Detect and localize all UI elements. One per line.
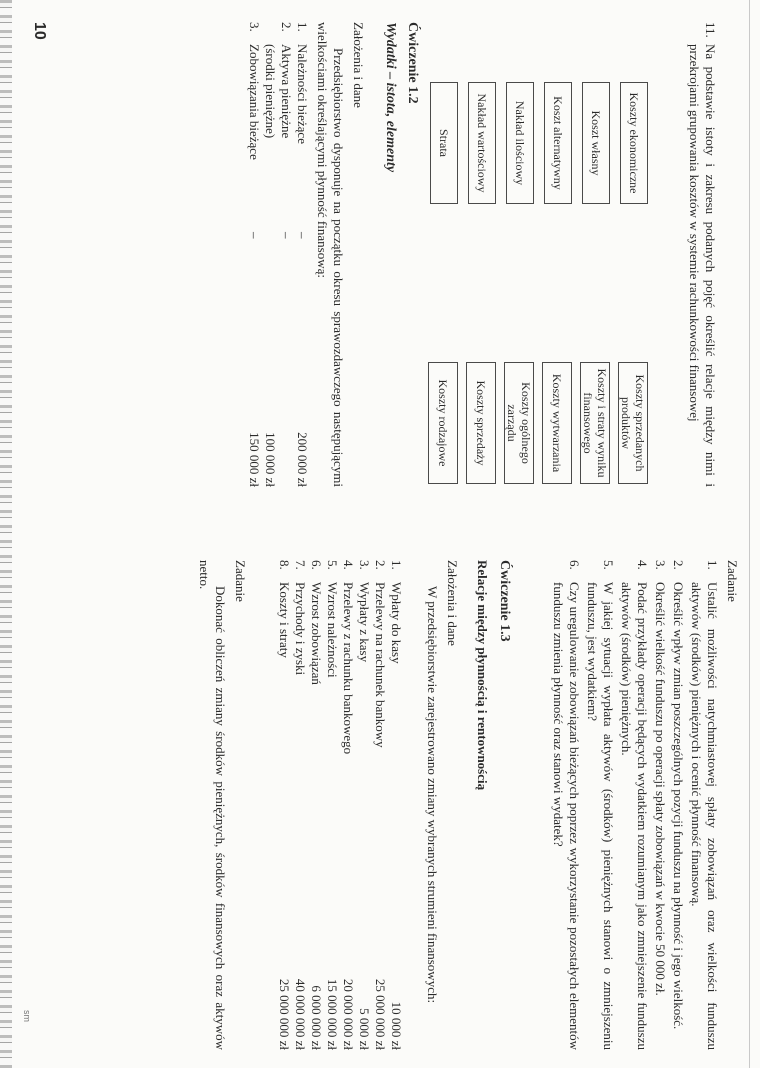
list-item — [388, 560, 404, 1050]
item-text: Podać przykłady operacji będących wydatkiem rozumianym jako zmniejszenie funduszu aktywów (środków) pieniężnych. — [619, 582, 650, 1050]
page-number: 10 — [31, 22, 48, 40]
zadanie-2-text: Dokonać obliczeń zmiany środków pieniężnych, środków finansowych oraz aktywów netto. — [197, 560, 228, 1050]
item-number: 1. — [705, 560, 720, 570]
item-label: Zobowiązania bieżące — [247, 44, 262, 160]
zadanie-list — [548, 560, 720, 1050]
item-number: 6. — [567, 560, 582, 570]
item-number: 5. — [601, 560, 616, 570]
item-value: 5 000 zł — [357, 1008, 372, 1050]
exercise-1-3-assumptions-label: Założenia i dane — [445, 560, 460, 646]
item-number: 7. — [293, 560, 308, 570]
item-label: Aktywa pieniężne — [279, 44, 294, 139]
task-11 — [686, 22, 718, 487]
cost-box-right: Koszty i straty wyniku finansowego — [580, 362, 610, 484]
item-value: 100 000 zł — [263, 432, 278, 487]
list-item — [618, 560, 650, 1050]
item-label: Przychody i zyski — [293, 582, 308, 676]
item-value: 200 000 zł — [295, 432, 310, 487]
task-11-number: 11. — [703, 22, 718, 38]
item-number: 1. — [389, 560, 404, 570]
cost-box-left: Koszt własny — [582, 82, 610, 204]
exercise-1-3-items — [276, 560, 404, 1050]
list-item — [550, 560, 582, 1050]
item-number: 2. — [671, 560, 686, 570]
item-number: 3. — [653, 560, 668, 570]
exercise-1-3-subtitle: Relacje między płynnością i rentownością — [475, 560, 490, 791]
item-text: Określić wpływ zmian poszczególnych pozycji funduszu na płynność i jego wielkość. — [671, 582, 686, 1030]
cost-box-right: Koszty wytwarzania — [542, 362, 572, 484]
item-text: Czy uregulowanie zobowiązań bieżących poprzez wykorzystanie pozostałych elementów funduszu zmienia płynność oraz stanowi wydatek? — [551, 582, 582, 1050]
exercise-1-2-items — [246, 22, 310, 487]
item-label: Należności bieżące — [295, 44, 310, 144]
item-number: 4. — [635, 560, 650, 570]
list-item — [276, 560, 292, 1050]
list-item — [670, 560, 686, 1050]
item-label: (środki pieniężne) — [263, 44, 278, 139]
item-value: 10 000 zł — [389, 1001, 404, 1050]
item-dash: – — [295, 232, 310, 239]
item-number: 6. — [309, 560, 324, 570]
list-item — [652, 560, 668, 1050]
item-number: 8. — [277, 560, 292, 570]
list-item — [356, 560, 372, 1050]
scan-line — [749, 0, 750, 1068]
item-label: Koszty i straty — [277, 582, 292, 658]
item-number: 3. — [357, 560, 372, 570]
zadanie-title: Zadanie — [725, 560, 740, 602]
list-item — [372, 560, 388, 1050]
item-label: Przelewy na rachunek bankowy — [373, 582, 388, 748]
list-item — [292, 560, 308, 1050]
cost-box-left: Koszty ekonomiczne — [620, 82, 648, 204]
item-label: Wpłaty do kasy — [389, 582, 404, 664]
item-value: 6 000 000 zł — [309, 985, 324, 1050]
list-item — [584, 560, 616, 1050]
task-11-text: Na podstawie istoty i zakresu podanych pojęć określić relacje między nimi i przekrojami grupowania kosztów w systemie rachunkowości finansowej — [687, 44, 718, 487]
cost-box-left: Koszt alternatywny — [544, 82, 572, 204]
item-number: 5. — [325, 560, 340, 570]
cost-box-right: Koszty sprzedaży — [466, 362, 496, 484]
list-item — [278, 22, 294, 487]
exercise-1-3-intro: W przedsiębiorstwie zarejestrowano zmiany wybranych strumieni finansowych: — [425, 586, 440, 1004]
list-item — [308, 560, 324, 1050]
exercise-1-2-intro: Przedsiębiorstwo dysponuje na początku okresu sprawozdawczego następującymi wielkościami określającymi płynność finansową: — [315, 22, 346, 487]
footer-mark: sm — [22, 1010, 32, 1022]
item-label: Przelewy z rachunku bankowego — [341, 582, 356, 755]
exercise-1-2-title: Ćwiczenie 1.2 — [405, 22, 420, 104]
item-label: Wzrost należności — [325, 582, 340, 678]
list-item — [340, 560, 356, 1050]
item-label: Wzrost zobowiązań — [309, 582, 324, 685]
cost-box-right: Koszty rodzajowe — [428, 362, 458, 484]
item-text: W jakiej sytuacji wypłata aktywów (środków) pieniężnych stanowi o zmniejszeniu funduszu, jest wydatkiem? — [585, 582, 616, 1050]
cost-box-right: Koszty sprzedanych produktów — [618, 362, 648, 484]
list-item — [262, 22, 278, 487]
item-number: 2. — [373, 560, 388, 570]
item-value: 25 000 000 zł — [373, 978, 388, 1050]
item-number: 1. — [295, 22, 310, 32]
cost-box-left: Nakład wartościowy — [468, 82, 496, 204]
cost-box-right: Koszty ogólnego zarządu — [504, 362, 534, 484]
scan-binding-edge — [0, 0, 12, 1068]
item-dash: – — [279, 232, 294, 239]
list-item — [324, 560, 340, 1050]
cost-box-left: Strata — [430, 82, 458, 204]
cost-box-left: Nakład ilościowy — [506, 82, 534, 204]
item-number: 4. — [341, 560, 356, 570]
item-value: 15 000 000 zł — [325, 978, 340, 1050]
item-label: Wypłaty z kasy — [357, 582, 372, 663]
item-value: 40 000 000 zł — [293, 978, 308, 1050]
list-item — [294, 22, 310, 487]
exercise-1-3-title: Ćwiczenie 1.3 — [497, 560, 512, 642]
zadanie-2-title: Zadanie — [233, 560, 248, 602]
item-text: Określić wielkość funduszu po operacji spłaty zobowiązań w kwocie 50 000 zł. — [653, 582, 668, 996]
item-text: Ustalić możliwości natychmiastowej spłaty zobowiązań oraz wielkości funduszu aktywów (środków) pieniężnych i ocenić płynność finansową. — [689, 582, 720, 1050]
item-number: 2. — [279, 22, 294, 32]
item-value: 25 000 000 zł — [277, 978, 292, 1050]
list-item — [246, 22, 262, 487]
item-dash: – — [247, 232, 262, 239]
exercise-1-2-subtitle: Wydatki – istota, elementy — [383, 22, 398, 173]
item-value: 20 000 000 zł — [341, 978, 356, 1050]
exercise-1-2-assumptions-label: Założenia i dane — [351, 22, 366, 108]
list-item — [688, 560, 720, 1050]
item-value: 150 000 zł — [247, 432, 262, 487]
item-number: 3. — [247, 22, 262, 32]
